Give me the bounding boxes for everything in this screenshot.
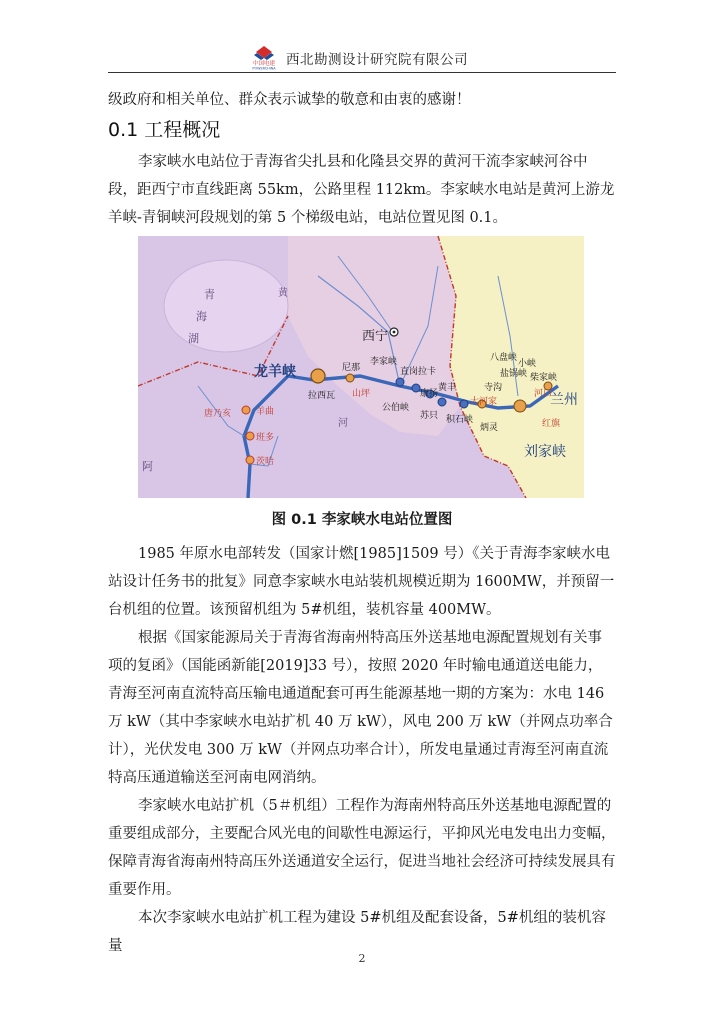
paragraph-4: 李家峡水电站扩机（5＃机组）工程作为海南州特高压外送基地电源配置的重要组成部分，主要配合风光电的间歇性电源运行，平抑风光电发电出力变幅，保障青海省海南州特高压外送通道安全运行，促进当地社会经济可持续发展具有重要作用。 xyxy=(108,798,616,898)
map-label-lake-1: 青 xyxy=(204,288,215,301)
map-label-he: 河 xyxy=(338,418,348,429)
paragraph-1: 李家峡水电站位于青海省尖扎县和化隆县交界的黄河干流李家峡河谷中段，距西宁市直线距离 55km，公路里程 112km。李家峡水电站是黄河上游龙羊峡-青铜峡河段规划的第 5 个梯级电站，电站位置见图 0.1。 xyxy=(108,154,615,226)
logo-text-cn: 中国电建 xyxy=(252,61,276,67)
paragraph-5: 本次李家峡水电站扩机工程为建设 5#机组及配套设备，5#机组的装机容量 xyxy=(108,910,606,954)
header-rule xyxy=(108,72,616,73)
map-label-huang: 黄 xyxy=(278,288,288,299)
map-label-dahejia: 大河家 xyxy=(470,397,498,407)
map-label-hongqi: 红旗 xyxy=(542,419,561,429)
figure-caption: 图 0.1 李家峡水电站位置图 xyxy=(271,512,453,528)
intro-tail: 级政府和相关单位、群众表示诚挚的敬意和由衷的感谢！ xyxy=(108,92,471,108)
map-label-kangyang: 康扬 xyxy=(420,389,439,399)
map-label-shanping: 山坪 xyxy=(352,389,371,399)
location-map xyxy=(138,236,584,498)
logo-text-en: POWERCHINA xyxy=(252,66,276,70)
map-label-liujiaxia: 刘家峡 xyxy=(524,444,566,460)
map-label-lijiaxia: 李家峡 xyxy=(370,357,398,367)
company-name: 西北勘测设计研究院有限公司 xyxy=(286,52,468,68)
paragraph-3: 根据《国家能源局关于青海省海南州特高压外送基地电源配置规划有关事项的复函》（国能函新能[2019]33 号），按照 2020 年时输电通道送电能力，青海至河南直流特高压输电通道配套可再生能源基地一期的方案为：水电 146 万 kW（其中李家峡水电站扩机 40 万 kW），风电 200 万 kW（并网点功率合计），光伏发电 300 万 kW（并网点功率合计），所发电量通过青海至河南直流特高压通道输送至河南电网消纳。 xyxy=(108,630,613,786)
map-label-gongboxia: 公伯峡 xyxy=(382,403,410,413)
map-label-hekou: 河口 xyxy=(534,389,553,399)
map-label-bingling: 炳灵 xyxy=(480,423,499,433)
map-label-nina: 尼那 xyxy=(342,363,361,373)
map-label-sigou: 寺沟 xyxy=(484,383,503,393)
map-label-lake-3: 湖 xyxy=(188,332,199,345)
map-label-lanzhou: 兰州 xyxy=(550,392,578,408)
map-label-yangqu: 羊曲 xyxy=(256,407,275,417)
map-label-zhigangla: 直岗拉卡 xyxy=(400,367,437,377)
map-label-banduo: 班多 xyxy=(256,433,275,443)
map-label-chaijiaxia: 柴家峡 xyxy=(530,373,558,383)
section-title: 0.1 工程概况 xyxy=(108,119,221,141)
map-label-bapanxia: 八盘峡 xyxy=(490,353,518,363)
map-svg xyxy=(138,236,584,498)
map-label-jishixia: 积石峡 xyxy=(446,415,474,425)
map-label-xining: 西宁 xyxy=(362,329,389,344)
map-label-suzhi: 苏只 xyxy=(420,411,439,421)
map-label-tangnaihai: 唐乃亥 xyxy=(204,409,232,419)
map-label-longyangxia: 龙羊峡 xyxy=(254,364,296,380)
map-label-laxiwa: 拉西瓦 xyxy=(308,391,336,401)
map-label-a: 阿 xyxy=(142,460,153,473)
page-number: 2 xyxy=(358,952,366,965)
map-label-lake-2: 海 xyxy=(196,310,207,323)
paragraph-2: 1985 年原水电部转发（国家计燃[1985]1509 号）《关于青海李家峡水电站设计任务书的批复》同意李家峡水电站装机规模近期为 1600MW，并预留一台机组的位置。该预留机组为 5#机组，装机容量 400MW。 xyxy=(108,546,615,618)
map-label-huangfeng: 黄丰 xyxy=(438,383,457,393)
powerchina-logo xyxy=(246,44,282,70)
map-label-yanguoxia: 盐锅峡 xyxy=(500,369,528,379)
map-label-xiaoxia: 小峡 xyxy=(518,359,537,369)
map-label-maerdang: 茨哈 xyxy=(256,457,275,467)
